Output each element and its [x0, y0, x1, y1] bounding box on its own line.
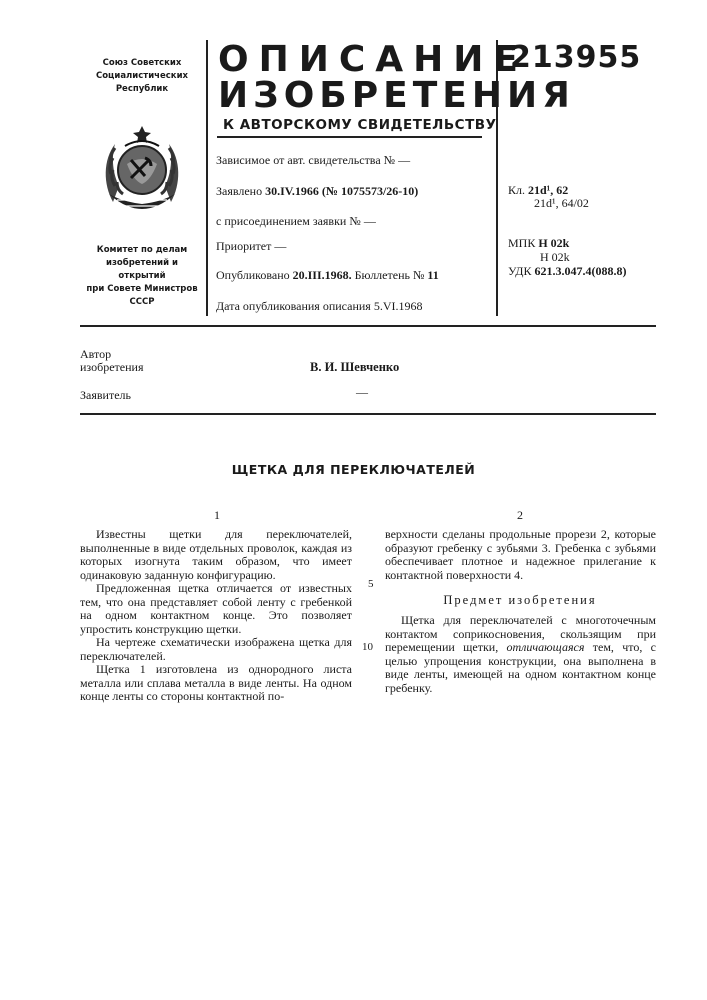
paragraph: Предложенная щетка отличается от известных тем, что она представляет собой ленту с гребенкой на одном контактном конце. Это позволяет упростить конструкцию щетки. [80, 582, 352, 636]
paragraph: верхности сделаны продольные прорези 2, которые образуют гребенку с зубьями 3. Гребенка с зубьями обеспечивает плотное и надежное прилегание к контактной поверхности 4. [385, 528, 656, 582]
state-emblem-icon [101, 124, 183, 224]
meta-value: 5.VI.1968 [374, 299, 423, 313]
meta-value: — [364, 214, 376, 228]
class-label: УДК [508, 264, 531, 278]
meta-value: 30.IV.1966 (№ 1075573/26-10) [265, 184, 418, 198]
org-line: СССР [84, 296, 200, 309]
meta-priority [216, 239, 496, 253]
applicant-label: Заявитель [80, 389, 131, 402]
meta-label: Бюллетень № [355, 268, 425, 282]
meta-pubdate [216, 299, 496, 313]
class-value: 21d¹, 62 [528, 183, 568, 197]
class-mpk-2: H 02k [540, 251, 570, 264]
org-line: Комитет по делам [84, 244, 200, 257]
claim [385, 614, 656, 695]
column-number: 1 [214, 508, 220, 523]
claim-text: Щетка для переключателей с многоточечным контактом соприкосновения, скользящим при перемещении щетки, [385, 613, 656, 654]
org-line: при Совете Министров [84, 283, 200, 296]
author-label: Автор [80, 348, 111, 361]
meta-value: — [398, 153, 410, 167]
horizontal-divider [80, 325, 656, 327]
meta-label: Дата опубликования описания [216, 299, 371, 313]
class-label: Кл. [508, 183, 525, 197]
class-label: МПК [508, 236, 535, 250]
meta-label: Зависимое от авт. свидетельства № [216, 153, 395, 167]
paragraph: На чертеже схематически изображена щетка для переключателей. [80, 636, 352, 663]
issuing-committee [84, 244, 200, 309]
column-2 [385, 528, 656, 582]
column-number: 2 [517, 508, 523, 523]
claim-paragraph [385, 614, 656, 695]
org-line: Республик [84, 83, 200, 96]
class-mpk [508, 237, 569, 250]
meta-published [216, 268, 496, 282]
line-number: 5 [368, 578, 374, 590]
author-label-2: изобретения [80, 361, 143, 374]
meta-label: Заявлено [216, 184, 262, 198]
meta-dependent [216, 153, 496, 167]
meta-value: 20.III.1968. [293, 268, 352, 282]
document-type-title: ОПИСАНИЕ [218, 40, 528, 80]
section-title [0, 593, 707, 608]
meta-label: с присоединением заявки № [216, 214, 361, 228]
meta-label: Опубликовано [216, 268, 290, 282]
org-line: Союз Советских [84, 57, 200, 70]
claim-text-2: тем, что, с целью упрощения конструкции, она выполнена в виде ленты, имеющей на одном контактном конце гребенку. [385, 640, 656, 695]
author-name: В. И. Шевченко [310, 360, 399, 375]
line-number: 10 [362, 641, 373, 653]
claim-emphasis: отличающаяся [507, 640, 585, 654]
paragraph: Щетка 1 изготовлена из однородного листа металла или сплава металла в виде ленты. На одном конце ленты со стороны контактной по- [80, 663, 352, 704]
meta-value: — [274, 239, 286, 253]
org-line: изобретений и открытий [84, 257, 200, 283]
patent-number: 213955 [510, 40, 641, 75]
meta-label: Приоритет [216, 239, 271, 253]
section-title-text: Предмет изобретения [443, 593, 596, 607]
class-value: H 02k [538, 236, 569, 250]
class-kl-2: 21d¹, 64/02 [534, 197, 589, 210]
applicant-value: — [356, 386, 368, 399]
certificate-type: К АВТОРСКОМУ СВИДЕТЕЛЬСТВУ [223, 117, 497, 133]
horizontal-divider [80, 413, 656, 415]
title-underline [217, 136, 482, 138]
paragraph: Известны щетки для переключателей, выполненные в виде отдельных проволок, каждая из которых изогнута таким образом, что имеет одинаковую заданную конфигурацию. [80, 528, 352, 582]
meta-value: 11 [427, 268, 438, 282]
column-1 [80, 528, 352, 704]
issuing-country [84, 57, 200, 96]
org-line: Социалистических [84, 70, 200, 83]
class-udk [508, 265, 626, 278]
invention-title: ЩЕТКА ДЛЯ ПЕРЕКЛЮЧАТЕЛЕЙ [0, 462, 707, 477]
vertical-divider-left [206, 40, 208, 316]
document-type-subtitle: ИЗОБРЕТЕНИЯ [218, 76, 575, 116]
meta-filed [216, 184, 496, 198]
meta-attachment [216, 214, 496, 228]
class-value: 621.3.047.4(088.8) [534, 264, 626, 278]
